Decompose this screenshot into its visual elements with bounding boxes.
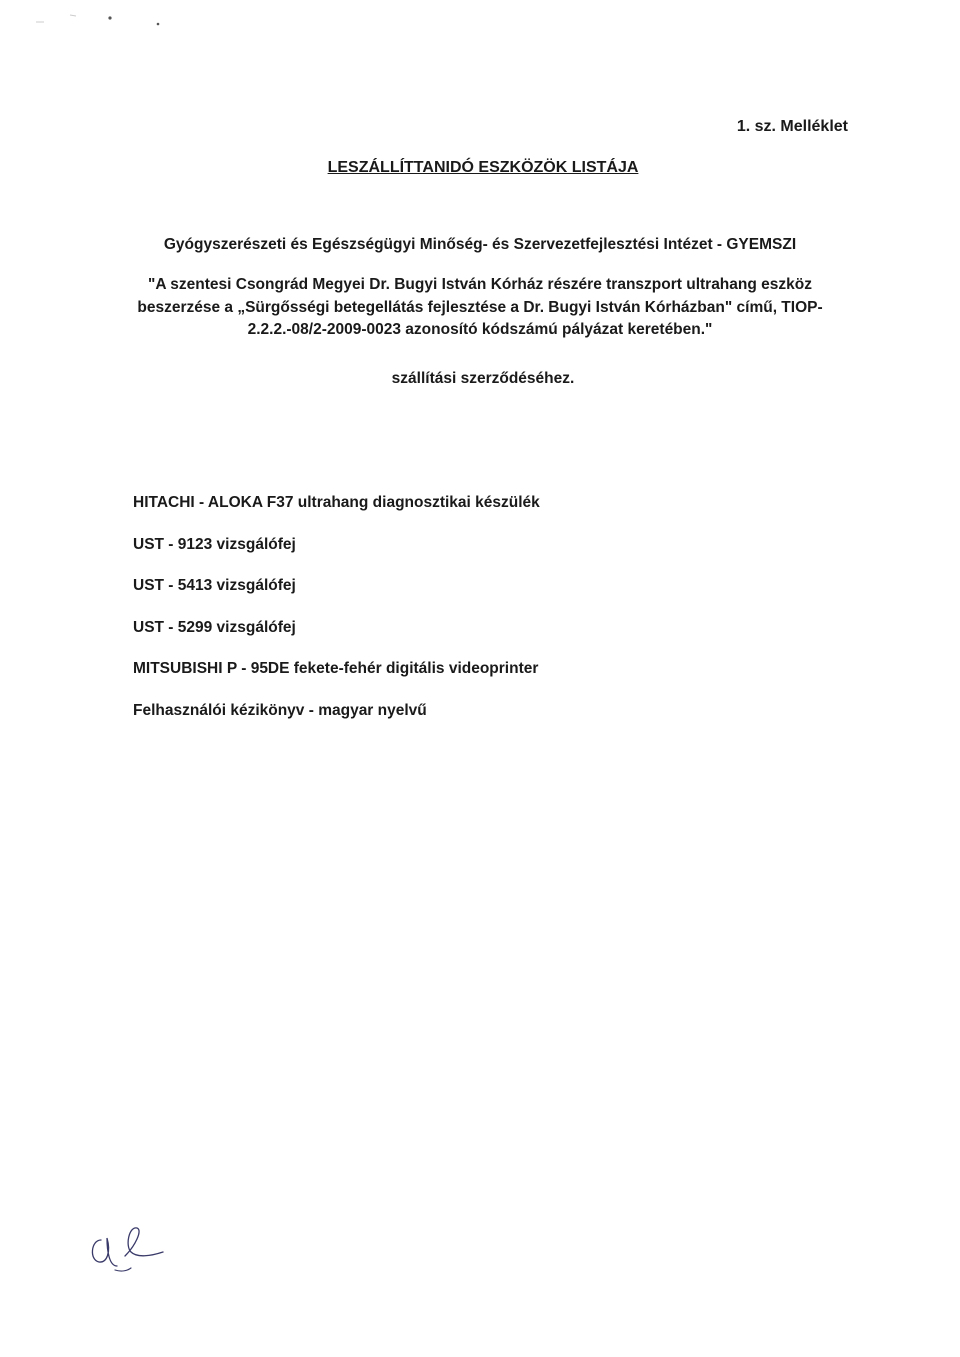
list-item: UST - 9123 vizsgálófej (133, 535, 296, 553)
list-item: MITSUBISHI P - 95DE fekete-fehér digitális videoprinter (133, 660, 539, 677)
handwritten-signature (85, 1222, 175, 1277)
list-item: UST - 5413 vizsgálófej (133, 577, 296, 594)
intro-block (110, 234, 850, 342)
organization-name: Gyógyszerészeti és Egészségügyi Minőség- és Szervezetfejlesztési Intézet - GYEMSZI (163, 236, 797, 253)
annex-label: 1. sz. Melléklet (736, 118, 848, 135)
equipment-list (133, 494, 833, 743)
list-item: Felhasználói kézikönyv - magyar nyelvű (133, 701, 427, 719)
project-description: "A szentesi Csongrád Megyei Dr. Bugyi István Kórház részére transzport ultrahang eszköz beszerzése a „Sürgősségi betegellátás fejlesztése a Dr. Bugyi István Kórházban" című, TIOP-2.2.2.-08/2-2009-0023 azonosító kódszámú pályázat keretében." (137, 276, 823, 339)
scan-specks (0, 0, 960, 40)
document-title: LESZÁLLÍTTANIDÓ ESZKÖZÖK LISTÁJA (327, 159, 639, 176)
list-item: UST - 5299 vizsgálófej (133, 618, 296, 636)
contract-reference: szállítási szerződéséhez. (391, 370, 575, 387)
list-item: HITACHI - ALOKA F37 ultrahang diagnosztikai készülék (133, 494, 540, 511)
